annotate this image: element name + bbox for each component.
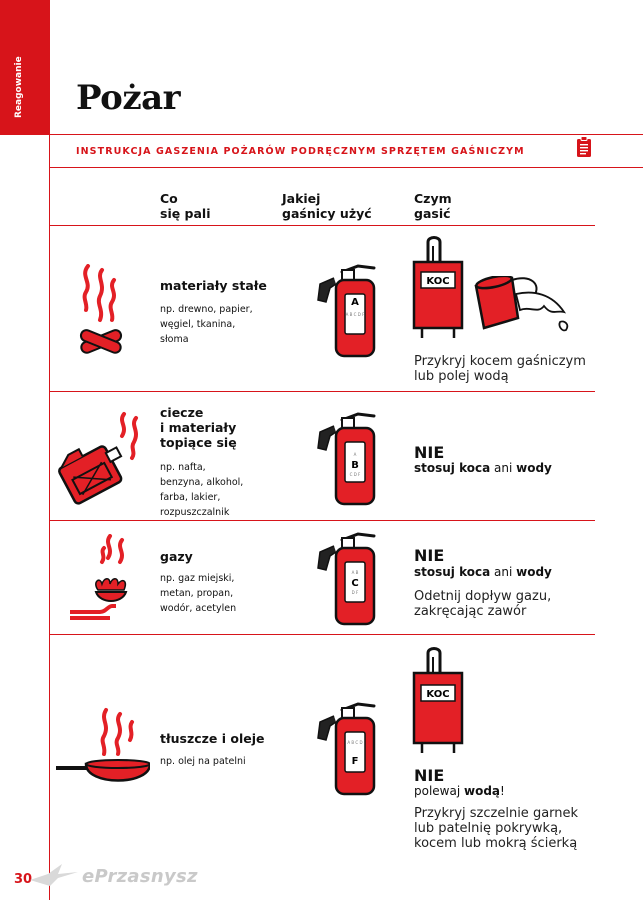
rule-mid: ani [490, 565, 517, 579]
row-title: ciecze i materiały topiące się [160, 405, 237, 450]
divider [50, 134, 643, 135]
rule-suffix: ! [500, 784, 505, 798]
column-header-extinguisher: Jakiej gaśnicy użyć [282, 191, 372, 221]
blanket-label: KOC [426, 689, 450, 700]
svg-text:A: A [353, 452, 357, 457]
row-title: tłuszcze i oleje [160, 731, 265, 746]
row-description: np. gaz miejski, metan, propan, wodór, acetylen [160, 573, 237, 614]
row-title: materiały stałe [160, 278, 267, 293]
fire-blanket-icon [412, 236, 464, 340]
extinguisher-class-label: F [351, 756, 359, 767]
rule-mid: ani [490, 461, 517, 475]
nie-label: NIE [414, 443, 445, 462]
advice-text: Przykryj kocem gaśniczym lub polej wodą [414, 354, 586, 384]
fire-extinguisher-icon [312, 528, 378, 628]
row-description: np. nafta, benzyna, alkohol, farba, lakier, rozpuszczalnik [160, 462, 244, 518]
svg-text:A B: A B [351, 570, 359, 575]
rule-text [414, 565, 552, 580]
page-number: 30 [14, 872, 33, 887]
rule-prefix: stosuj koca [414, 461, 491, 475]
brand-logo-text: ePrzasnysz [82, 866, 198, 887]
rule-prefix: stosuj koca [414, 565, 491, 579]
svg-text:A B C D: A B C D [347, 740, 363, 745]
advice-text: Odetnij dopływ gazu, zakręcając zawór [414, 589, 552, 619]
row-description: np. drewno, papier, węgiel, tkanina, słoma [160, 304, 253, 345]
page-title: Pożar [76, 78, 181, 118]
side-divider [49, 135, 50, 900]
rule-prefix: polewaj [414, 784, 464, 798]
canister-icon [52, 410, 148, 506]
advice-text: Przykryj szczelnie garnek lub patelnię pokrywką, kocem lub mokrą ścierką [414, 806, 579, 851]
fire-extinguisher-icon [312, 698, 378, 798]
fire-extinguisher-icon [312, 408, 378, 508]
rule-text [414, 461, 552, 476]
row-description: np. olej na patelni [160, 756, 246, 767]
nie-label: NIE [414, 546, 445, 565]
svg-text:D F: D F [351, 590, 359, 595]
row-divider [50, 391, 595, 392]
brand-logo-icon [28, 860, 80, 888]
svg-text:A B C D F: A B C D F [345, 312, 365, 317]
extinguisher-class-label: C [351, 578, 359, 589]
row-divider [50, 225, 595, 226]
extinguisher-class-label: B [351, 460, 359, 471]
frying-pan-icon [56, 706, 150, 788]
gas-burner-icon [70, 534, 148, 624]
svg-text:C D F: C D F [349, 472, 361, 477]
row-divider [50, 634, 595, 635]
section-tab-label: Reagowanie [14, 56, 24, 118]
blanket-label: KOC [426, 276, 450, 287]
campfire-icon [78, 264, 124, 356]
extinguisher-class-label: A [351, 297, 359, 308]
nie-label: NIE [414, 766, 445, 785]
clipboard-icon [576, 136, 592, 158]
rule-text [414, 784, 505, 799]
column-header-what-burns: Co się pali [160, 191, 211, 221]
water-bucket-icon [472, 276, 578, 340]
row-title: gazy [160, 549, 193, 564]
rule-suffix: wody [516, 565, 552, 579]
divider [50, 167, 643, 168]
row-divider [50, 520, 595, 521]
rule-suffix: wody [516, 461, 552, 475]
section-tab [0, 0, 50, 135]
fire-extinguisher-icon [312, 260, 378, 360]
fire-blanket-icon [412, 647, 464, 755]
rule-bold: wodą [464, 784, 501, 798]
page-subtitle: INSTRUKCJA GASZENIA POŻARÓW PODRĘCZNYM SPRZĘTEM GAŚNICZYM [76, 146, 525, 157]
column-header-how: Czym gasić [414, 191, 452, 221]
